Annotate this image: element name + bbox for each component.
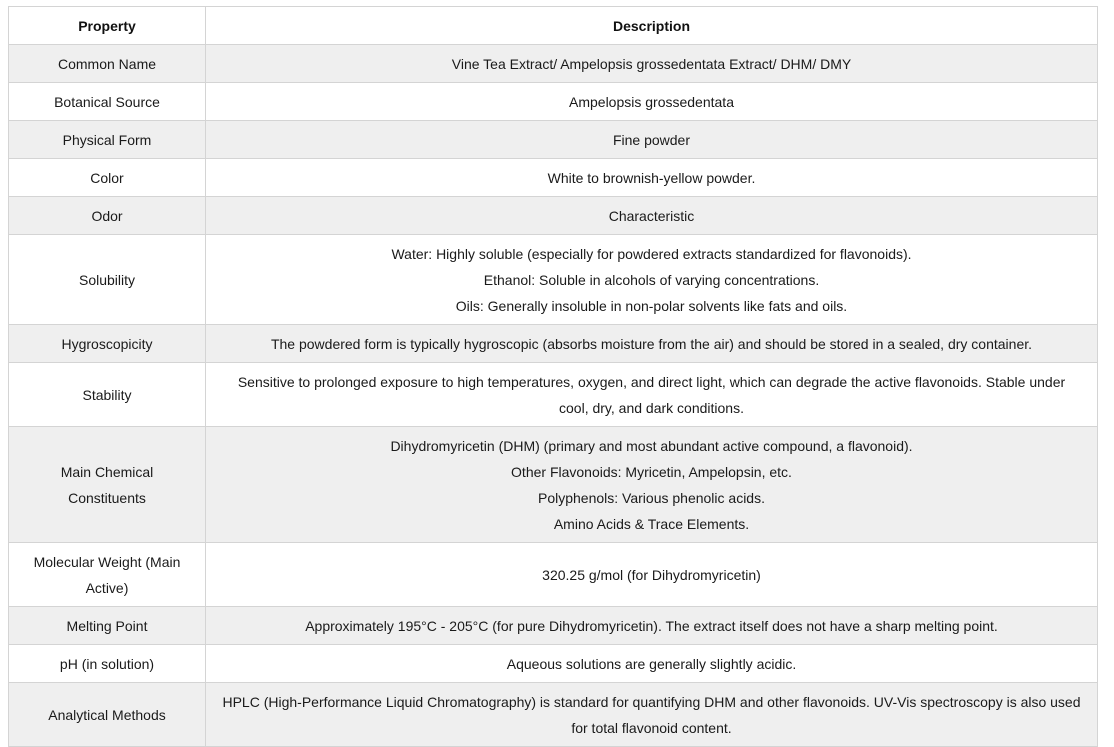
table-row	[9, 683, 1098, 747]
description-line: White to brownish-yellow powder.	[547, 169, 756, 186]
description-line: Ethanol: Soluble in alcohols of varying concentrations.	[483, 271, 820, 288]
description-cell	[206, 45, 1098, 83]
description-line: Approximately 195°C - 205°C (for pure Dihydromyricetin). The extract itself does not have a sharp melting point.	[305, 617, 998, 634]
description-line: Fine powder	[612, 131, 691, 148]
description-line: Aqueous solutions are generally slightly acidic.	[506, 655, 797, 672]
description-cell	[206, 325, 1098, 363]
table-row	[9, 645, 1098, 683]
table-row	[9, 427, 1098, 543]
description-cell	[206, 159, 1098, 197]
table-row	[9, 363, 1098, 427]
header-description: Description	[206, 7, 1098, 45]
table-row	[9, 235, 1098, 325]
description-line: Amino Acids & Trace Elements.	[553, 515, 750, 532]
property-table-container	[8, 6, 1097, 747]
description-cell	[206, 427, 1098, 543]
description-line: Sensitive to prolonged exposure to high temperatures, oxygen, and direct light, which can degrade the active flavonoids. Stable under cool, dry, and dark conditions.	[237, 373, 1066, 416]
description-line: Dihydromyricetin (DHM) (primary and most abundant active compound, a flavonoid).	[390, 437, 913, 454]
property-cell: Molecular Weight (Main Active)	[9, 543, 206, 607]
description-cell	[206, 543, 1098, 607]
description-line: Other Flavonoids: Myricetin, Ampelopsin, etc.	[511, 463, 792, 480]
table-row	[9, 159, 1098, 197]
property-table	[8, 6, 1098, 747]
description-cell	[206, 83, 1098, 121]
description-cell	[206, 121, 1098, 159]
table-row	[9, 83, 1098, 121]
table-row	[9, 543, 1098, 607]
description-cell	[206, 235, 1098, 325]
description-cell	[206, 197, 1098, 235]
table-row	[9, 607, 1098, 645]
description-line: The powdered form is typically hygroscopic (absorbs moisture from the air) and should be stored in a sealed, dry container.	[270, 335, 1033, 352]
property-cell: Botanical Source	[9, 83, 206, 121]
description-line: Ampelopsis grossedentata	[569, 93, 734, 110]
table-row	[9, 325, 1098, 363]
property-cell: Odor	[9, 197, 206, 235]
property-cell: Physical Form	[9, 121, 206, 159]
description-cell	[206, 645, 1098, 683]
property-cell: Melting Point	[9, 607, 206, 645]
property-cell: Solubility	[9, 235, 206, 325]
table-row	[9, 197, 1098, 235]
property-cell: pH (in solution)	[9, 645, 206, 683]
description-line: HPLC (High-Performance Liquid Chromatography) is standard for quantifying DHM and other flavonoids. UV-Vis spectroscopy is also used for total flavonoid content.	[222, 693, 1081, 736]
description-line: Water: Highly soluble (especially for powdered extracts standardized for flavonoids).	[391, 245, 912, 262]
description-line: Polyphenols: Various phenolic acids.	[538, 489, 765, 506]
description-line: Vine Tea Extract/ Ampelopsis grossedentata Extract/ DHM/ DMY	[451, 55, 852, 72]
property-cell: Main Chemical Constituents	[9, 427, 206, 543]
table-body	[9, 45, 1098, 747]
table-row	[9, 45, 1098, 83]
description-line: Characteristic	[608, 207, 695, 224]
property-cell: Hygroscopicity	[9, 325, 206, 363]
table-header-row	[9, 7, 1098, 45]
property-cell: Common Name	[9, 45, 206, 83]
description-cell	[206, 363, 1098, 427]
description-cell	[206, 683, 1098, 747]
table-row	[9, 121, 1098, 159]
property-cell: Color	[9, 159, 206, 197]
description-line: Oils: Generally insoluble in non-polar solvents like fats and oils.	[455, 297, 848, 314]
header-property: Property	[9, 7, 206, 45]
description-line: 320.25 g/mol (for Dihydromyricetin)	[542, 566, 761, 583]
property-cell: Stability	[9, 363, 206, 427]
description-cell	[206, 607, 1098, 645]
property-cell: Analytical Methods	[9, 683, 206, 747]
